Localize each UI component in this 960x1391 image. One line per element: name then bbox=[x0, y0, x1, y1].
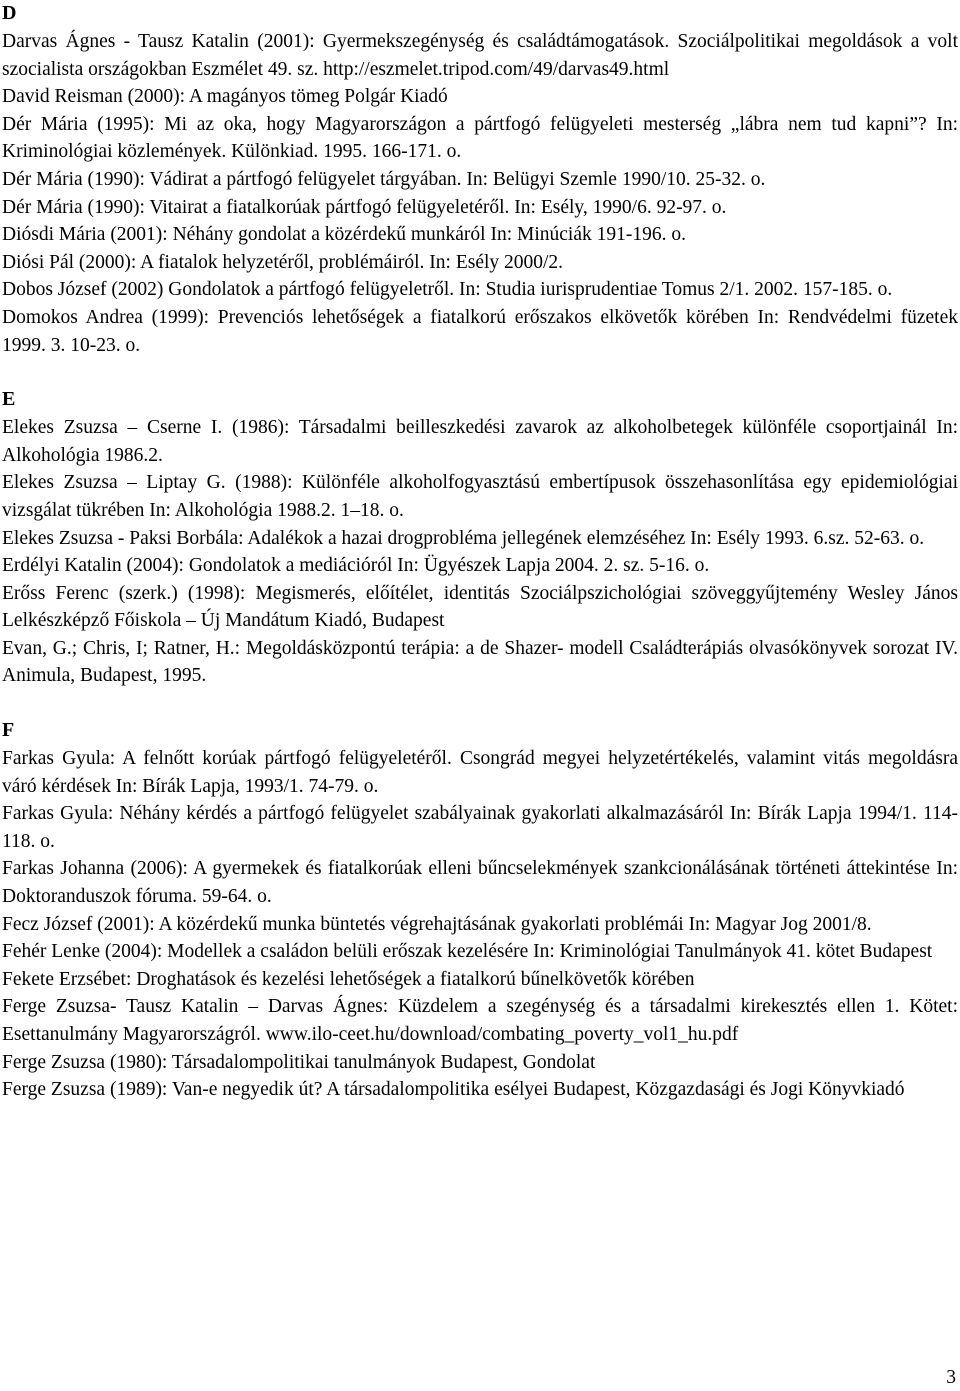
bibliography-entry: Farkas Gyula: Néhány kérdés a pártfogó felügyelet szabályainak gyakorlati alkalmazásáról In: Bírák Lapja 1994/1. 114-118. o. bbox=[2, 803, 958, 852]
section-heading-f: F bbox=[2, 719, 15, 742]
bibliography-entry: Darvas Ágnes - Tausz Katalin (2001): Gyermekszegénység és családtámogatások. Szociálpolitikai megoldások a volt szocialista országokban Eszmélet 49. sz. http://eszmelet.tripod.com/49/darvas49.html bbox=[2, 31, 958, 80]
bibliography-entry: Diósi Pál (2000): A fiatalok helyzetéről, problémáiról. In: Esély 2000/2. bbox=[2, 251, 564, 273]
bibliography-entry: Fekete Erzsébet: Droghatások és kezelési lehetőségek a fiatalkorú bűnelkövetők körében bbox=[2, 968, 695, 990]
bibliography-entry: Ferge Zsuzsa (1980): Társadalompolitikai tanulmányok Budapest, Gondolat bbox=[2, 1051, 596, 1073]
page-number: 3 bbox=[946, 1367, 956, 1388]
bibliography-entry: Dér Mária (1995): Mi az oka, hogy Magyarországon a pártfogó felügyeleti mesterség „lábra nem tud kapni”? In: Kriminológiai közlemények. Különkiad. 1995. 166-171. o. bbox=[2, 113, 958, 163]
section-heading-e: E bbox=[2, 388, 16, 411]
section-heading-d: D bbox=[2, 2, 17, 24]
bibliography-entry: Elekes Zsuzsa – Cserne I. (1986): Társadalmi beilleszkedési zavarok az alkoholbetegek különféle csoportjainál In: Alkohológia 1986.2. bbox=[2, 417, 958, 466]
bibliography-entry: Diósdi Mária (2001): Néhány gondolat a közérdekű munkáról In: Minúciák 191-196. o. bbox=[2, 224, 686, 246]
bibliography-entry: Fecz József (2001): A közérdekű munka büntetés végrehajtásának gyakorlati problémái In: Magyar Jog 2001/8. bbox=[2, 913, 872, 935]
bibliography-entry: Elekes Zsuzsa – Liptay G. (1988): Különféle alkoholfogyasztású embertípusok összehasonlítása egy epidemiológiai vizsgálat tükrében In: Alkohológia 1988.2. 1–18. o. bbox=[2, 472, 958, 521]
bibliography-entry: Farkas Johanna (2006): A gyermekek és fiatalkorúak elleni bűncselekmények szankcionálásának történeti áttekintése In: Doktoranduszok fóruma. 59-64. o. bbox=[2, 858, 958, 908]
bibliography-entry: Erdélyi Katalin (2004): Gondolatok a mediációról In: Ügyészek Lapja 2004. 2. sz. 5-16. o. bbox=[2, 555, 710, 577]
bibliography-entry: Evan, G.; Chris, I; Ratner, H.: Megoldásközpontú terápia: a de Shazer- modell Családterápiás olvasókönyvek sorozat IV. Animula, Budapest, 1995. bbox=[2, 637, 958, 687]
bibliography-entry: Ferge Zsuzsa- Tausz Katalin – Darvas Ágnes: Küzdelem a szegénység és a társadalmi kirekesztés ellen 1. Kötet: Esettanulmány Magyarországról. www.ilo-ceet.hu/download/combating_poverty_vol1_hu.pdf bbox=[2, 996, 958, 1045]
bibliography-entry: Fehér Lenke (2004): Modellek a családon belüli erőszak kezelésére In: Kriminológiai Tanulmányok 41. kötet Budapest bbox=[2, 941, 933, 963]
bibliography-entry: Farkas Gyula: A felnőtt korúak pártfogó felügyeletéről. Csongrád megyei helyzetértékelés, valamint vitás megoldásra váró kérdések In: Bírák Lapja, 1993/1. 74-79. o. bbox=[2, 748, 958, 797]
bibliography-entry: Dobos József (2002) Gondolatok a pártfogó felügyeletről. In: Studia iurisprudentiae Tomus 2/1. 2002. 157-185. o. bbox=[2, 279, 893, 301]
bibliography-entry: Elekes Zsuzsa - Paksi Borbála: Adalékok a hazai drogprobléma jellegének elemzéséhez In: Esély 1993. 6.sz. 52-63. o. bbox=[2, 527, 925, 549]
bibliography-entry: Domokos Andrea (1999): Prevenciós lehetőségek a fiatalkorú erőszakos elkövetők körében In: Rendvédelmi füzetek 1999. 3. 10-23. o. bbox=[2, 306, 958, 356]
bibliography-entry: Ferge Zsuzsa (1989): Van-e negyedik út? A társadalompolitika esélyei Budapest, Közgazdasági és Jogi Könyvkiadó bbox=[2, 1079, 905, 1101]
bibliography-entry: Dér Mária (1990): Vitairat a fiatalkorúak pártfogó felügyeletéről. In: Esély, 1990/6. 92-97. o. bbox=[2, 196, 727, 218]
bibliography-entry: Dér Mária (1990): Vádirat a pártfogó felügyelet tárgyában. In: Belügyi Szemle 1990/10. 25-32. o. bbox=[2, 168, 766, 190]
bibliography-entry: Erőss Ferenc (szerk.) (1998): Megismerés, előítélet, identitás Szociálpszichológiai szöveggyűjtemény Wesley János Lelkészképző Főiskola – Új Mandátum Kiadó, Budapest bbox=[2, 582, 958, 632]
bibliography-entry: David Reisman (2000): A magányos tömeg Polgár Kiadó bbox=[2, 86, 448, 108]
